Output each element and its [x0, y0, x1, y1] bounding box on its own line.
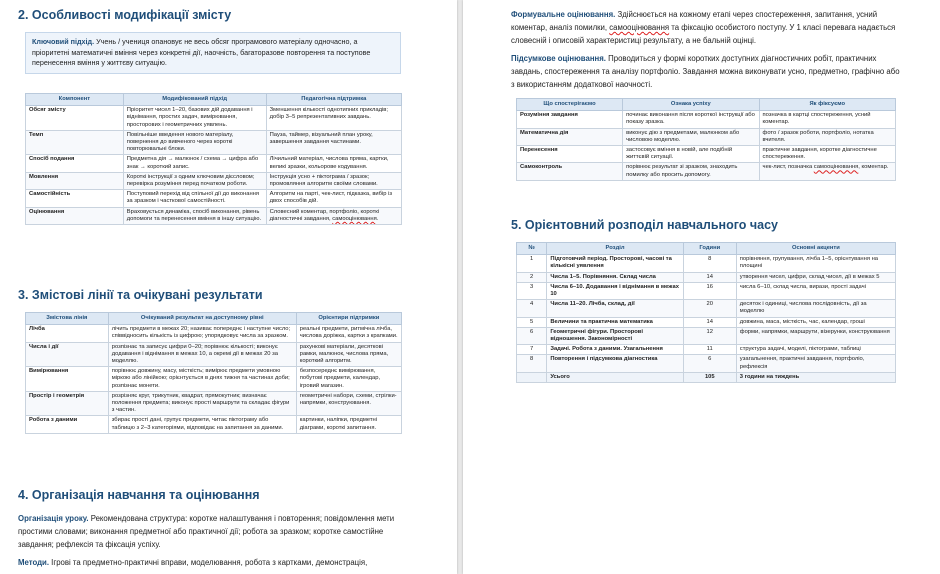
table-cell: 12: [683, 327, 736, 344]
document-page-left: [0, 0, 457, 574]
paragraph-label: Організація уроку.: [18, 514, 89, 523]
table-cell: позначка в картці спостереження, усний коментар.: [759, 111, 895, 128]
table-cell: 5: [517, 317, 547, 327]
table-row: [26, 325, 402, 342]
table-cell: 3: [517, 282, 547, 299]
table-row: [517, 255, 896, 272]
table-header: Як фіксуємо: [759, 99, 895, 111]
table-cell: 3 години на тиждень: [736, 372, 895, 382]
table-row: [26, 416, 402, 433]
table-cell: Алгоритм на парті, чек-лист, підказка, вибір із двох способів дій.: [266, 190, 401, 207]
paragraph-text: Ігрові та предметно-практичні вправи, моделювання, робота з картками, демонстрація,: [49, 558, 368, 567]
table-row: [26, 391, 402, 416]
table-cell: геометричні набори, схеми, стрілки-напрямки, конструювання.: [296, 391, 401, 416]
table-cell: 14: [683, 272, 736, 282]
table-cell: Зменшення кількості однотипних прикладів; добір 3–5 репрезентативних завдань.: [266, 106, 401, 131]
formative-assessment-paragraph: [511, 8, 901, 47]
content-lines-table: [25, 312, 402, 434]
table-cell: довжина, маса, місткість, час, календар, гроші: [736, 317, 895, 327]
table-row: [517, 282, 896, 299]
section-2-heading: 2. Особливості модифікації змісту: [18, 8, 232, 22]
table-row: [517, 111, 896, 128]
table-cell: Числа 11–20. Лічба, склад, дії: [547, 300, 683, 317]
key-approach-callout: [25, 32, 401, 74]
table-cell: утворення чисел, цифри, склад чисел, дії в межах 5: [736, 272, 895, 282]
table-row: [26, 155, 402, 172]
table-cell: розрізняє круг, трикутник, квадрат, прямокутник; визначає положення предмета; виконує прості маршрути та складає фігури з частин.: [108, 391, 296, 416]
table-header: Ознака успіху: [623, 99, 759, 111]
table-cell: 8: [517, 355, 547, 372]
spellcheck-word: самооцінювання: [332, 215, 377, 222]
table-cell: Поступовий перехід від спільної дії до виконання за зразком і часткової самостійності.: [123, 190, 266, 207]
table-cell: Короткі інструкції з одним ключовим дієсловом; перевірка розуміння перед початком роботи.: [123, 172, 266, 189]
table-cell: лічить предмети в межах 20; називає попереднє і наступне число; співвідносить кількість із цифрою; упорядковує числа за зразком.: [108, 325, 296, 342]
table-row: [517, 163, 896, 180]
table-cell: розпізнає та записує цифри 0–20; порівнює кількості; виконує додавання і віднімання в межах 10, а окремі дії в межах 20 за моделлю.: [108, 342, 296, 367]
table-cell: Геометричні фігури. Просторові відношення. Закономірності: [547, 327, 683, 344]
table-row: [26, 342, 402, 367]
table-cell: Лічба: [26, 325, 109, 342]
table-header: Основні акценти: [736, 243, 895, 255]
table-cell: 105: [683, 372, 736, 382]
table-cell: Повторення і підсумкова діагностика: [547, 355, 683, 372]
table-cell: десяток і одиниці, числова послідовність, дії за моделлю: [736, 300, 895, 317]
table-cell: Мовлення: [26, 172, 124, 189]
table-cell: Задачі. Робота з даними. Узагальнення: [547, 345, 683, 355]
section-4-heading: 4. Організація навчання та оцінювання: [18, 488, 260, 502]
methods-paragraph: [18, 556, 418, 569]
table-cell: Самоконтроль: [517, 163, 623, 180]
table-row: [26, 106, 402, 131]
spellcheck-word: самооцінювання: [813, 164, 859, 171]
table-cell: Темп: [26, 130, 124, 155]
section-5-heading: 5. Орієнтовний розподіл навчального часу: [511, 218, 779, 232]
table-row: [517, 317, 896, 327]
table-cell: Числа і дії: [26, 342, 109, 367]
table-cell: [759, 163, 895, 180]
spellcheck-word: самооцінювання: [609, 23, 670, 32]
section-3-heading: 3. Змістові лінії та очікувані результати: [18, 288, 263, 302]
table-header: Педагогічна підтримка: [266, 94, 401, 106]
table-header: №: [517, 243, 547, 255]
table-cell: Математична дія: [517, 128, 623, 145]
table-cell: порівнює довжину, масу, місткість; вимірює предмети умовною міркою або лінійкою; орієнтується в днях тижня та частинах доби; розпізнає монети.: [108, 367, 296, 392]
cell-text: , коментар.: [858, 164, 889, 171]
table-row: [517, 146, 896, 163]
table-cell: 6: [517, 327, 547, 344]
table-cell: порівняння, групування, лічба 1–5, орієнтування на площині: [736, 255, 895, 272]
table-cell: Враховується динаміка, спосіб виконання, рівень допомоги та перенесення вміння в іншу ситуацію.: [123, 207, 266, 224]
table-header: Розділ: [547, 243, 683, 255]
table-cell: Інструкція усно + піктограма / зразок; промовляння алгоритм своїми словами.: [266, 172, 401, 189]
table-cell: безпосереднє вимірювання, побутові предмети, календар, ігровий магазин.: [296, 367, 401, 392]
lesson-organization-paragraph: [18, 512, 418, 551]
table-cell: Усього: [547, 372, 683, 382]
table-cell: 11: [683, 345, 736, 355]
table-header: Очікуваний результат на доступному рівні: [108, 313, 296, 325]
table-cell: Числа 6–10. Додавання і віднімання в межах 10: [547, 282, 683, 299]
table-cell: Обсяг змісту: [26, 106, 124, 131]
summative-assessment-paragraph: [511, 52, 901, 91]
paragraph-text: Здійснюється на кожному етапі через спостереження, запитання, усний коментар, аналіз помилки,: [511, 10, 878, 32]
table-cell: порівнює результат зі зразком, знаходить помилку або просить допомогу.: [623, 163, 759, 180]
table-cell: фото / зразок роботи, портфоліо, нотатка вчителя.: [759, 128, 895, 145]
table-row: [517, 327, 896, 344]
table-cell: 2: [517, 272, 547, 282]
table-cell: Розуміння завдання: [517, 111, 623, 128]
table-header: Змістова лінія: [26, 313, 109, 325]
table-cell: 7: [517, 345, 547, 355]
table-cell: 8: [683, 255, 736, 272]
paragraph-text: та фіксацію особистого поступу. У 1 класі перевага надається словесній і описовій характеристиці результату, а не бальній оцінці.: [511, 23, 896, 45]
table-cell: Спосіб подання: [26, 155, 124, 172]
table-cell: починає виконання після короткої інструкції або показу зразка.: [623, 111, 759, 128]
table-row: [517, 355, 896, 372]
table-cell: Словесний коментар, портфоліо, короткі діагностичні завдання, самооцінювання.: [266, 207, 401, 224]
table-cell: Пріоритет чисел 1–20, базових дій додавання і віднімання, простих задач, вимірювання, просторових і геометричних уявлень.: [123, 106, 266, 131]
table-cell: 6: [683, 355, 736, 372]
table-cell: Підготовчий період. Просторові, часові та кількісні уявлення: [547, 255, 683, 272]
table-row: [26, 207, 402, 224]
table-cell: рахункові матеріали, десяткові рамки, малюнок, числова пряма, короткий алгоритм.: [296, 342, 401, 367]
table-cell: 16: [683, 282, 736, 299]
time-allocation-table: [516, 242, 896, 383]
table-cell: числа 6–10, склад числа, вирази, прості задачі: [736, 282, 895, 299]
table-header: Години: [683, 243, 736, 255]
table-cell: Самостійність: [26, 190, 124, 207]
table-header: Модифікований підхід: [123, 94, 266, 106]
table-cell: реальні предмети, ритмічна лічба, числова доріжка, картки з крапками.: [296, 325, 401, 342]
table-row: [517, 128, 896, 145]
table-cell: Лічильний матеріал, числова пряма, картки, великі зразки, кольорове кодування.: [266, 155, 401, 172]
table-cell: 14: [683, 317, 736, 327]
table-cell: 1: [517, 255, 547, 272]
table-cell: узагальнення, практичні завдання, портфоліо, рефлексія: [736, 355, 895, 372]
table-row: [26, 130, 402, 155]
paragraph-text: Рекомендована структура: коротке налаштування і повторення; повідомлення мети простими словами; виконання предметної або практичної дії; робота за зразком; коротке самостійне завдання; рефлексія та фіксація успіху.: [18, 514, 395, 549]
document-page-right: [463, 0, 940, 574]
table-cell: Повільніше введення нового матеріалу, повернення до вивченого через короткі повторювальні блоки.: [123, 130, 266, 155]
table-cell: практичне завдання, коротке діагностичне спостереження.: [759, 146, 895, 163]
paragraph-label: Підсумкове оцінювання.: [511, 54, 606, 63]
cell-text: чек-лист, позначка: [762, 164, 814, 171]
table-cell: застосовує вміння в новій, але подібній життєвій ситуації.: [623, 146, 759, 163]
table-cell: форми, напрямки, маршрути, візерунки, конструювання: [736, 327, 895, 344]
table-cell: збирає прості дані, групує предмети, читає піктограму або таблицю з 2–3 категоріями, відповідає на запитання за даними.: [108, 416, 296, 433]
table-cell: Оцінювання: [26, 207, 124, 224]
paragraph-label: Методи.: [18, 558, 50, 567]
table-cell: Перенесення: [517, 146, 623, 163]
table-cell: виконує дію з предметами, малюнком або числовою моделлю.: [623, 128, 759, 145]
table-cell: [517, 372, 547, 382]
table-row: [517, 300, 896, 317]
table-cell: картинки, наліпки, предметні діаграми, короткі запитання.: [296, 416, 401, 433]
table-cell: 4: [517, 300, 547, 317]
table-row: [26, 172, 402, 189]
table-cell: Вимірювання: [26, 367, 109, 392]
table-cell: Числа 1–5. Порівняння. Склад числа: [547, 272, 683, 282]
paragraph-label: Формувальне оцінювання.: [511, 10, 616, 19]
table-header: Орієнтири підтримки: [296, 313, 401, 325]
table-row: [26, 190, 402, 207]
table-cell: Простір і геометрія: [26, 391, 109, 416]
observation-table: [516, 98, 896, 181]
table-row: [517, 345, 896, 355]
table-cell: Предметна дія → малюнок / схема → цифра або знак → короткий запис.: [123, 155, 266, 172]
callout-text: Учень / учениця опановує не весь обсяг програмового матеріалу одночасно, а пріоритетні математичні вміння через конкретні дії, наочність, багаторазове повторення та поступове перенесення вміння у життєву ситуацію.: [32, 37, 371, 67]
paragraph-text: Проводиться у формі коротких доступних діагностичних робіт, практичних завдань, спостереження та аналізу портфоліо. Завдання можна виконувати усно, предметно, графічно або з використанням додаткової наочності.: [511, 54, 900, 89]
table-row: [517, 272, 896, 282]
table-cell: Робота з даними: [26, 416, 109, 433]
modification-table: [25, 93, 402, 225]
table-cell: 20: [683, 300, 736, 317]
table-row: [26, 367, 402, 392]
table-total-row: [517, 372, 896, 382]
table-cell: Пауза, таймер, візуальний план уроку, завершення завдання частинами.: [266, 130, 401, 155]
table-header: Компонент: [26, 94, 124, 106]
table-header: Що спостерігаємо: [517, 99, 623, 111]
table-cell: структура задачі, моделі, піктограми, таблиці: [736, 345, 895, 355]
cell-text: Словесний коментар, портфоліо, короткі діагностичні завдання,: [269, 208, 380, 222]
callout-label: Ключовий підхід.: [32, 37, 95, 46]
table-cell: Величини та практична математика: [547, 317, 683, 327]
